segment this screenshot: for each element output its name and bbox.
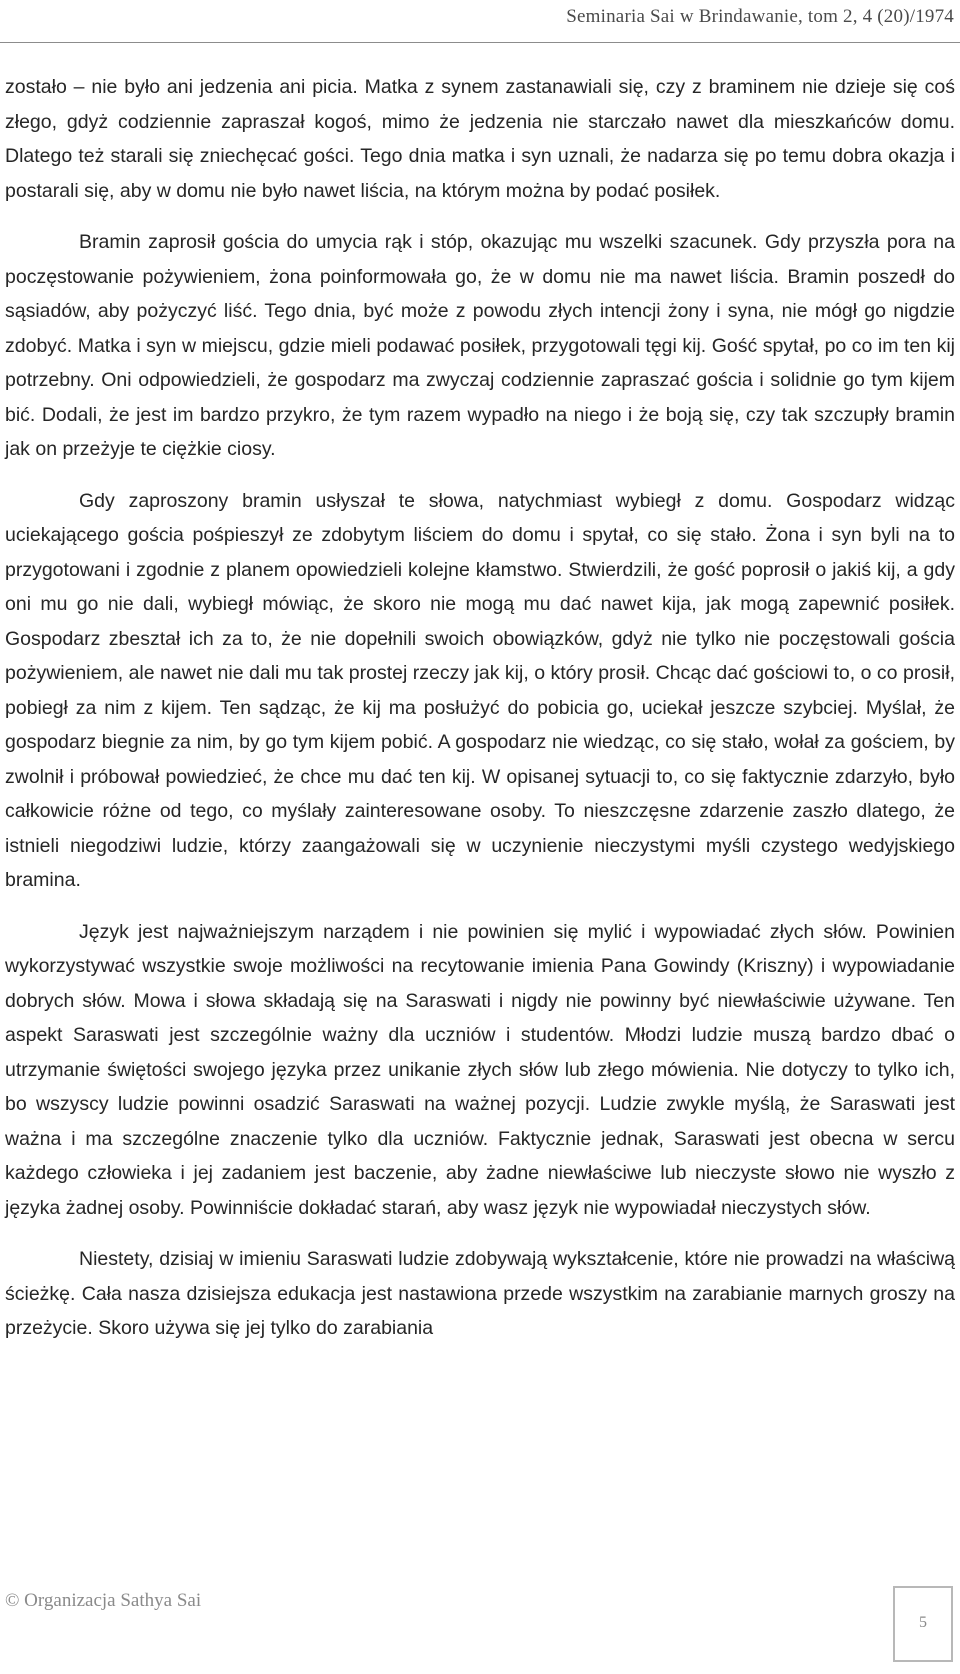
paragraph: Gdy zaproszony bramin usłyszał te słowa, natychmiast wybiegł z domu. Gospodarz widząc uciekającego gościa pośpieszył ze zdobytym liściem do domu i spytał, co się stało. Żona i syn byli na to przygotowani i zgodnie z planem opowiedzieli kolejne kłamstwo. Stwierdzili, że gość poprosił o jakiś kij, a gdy oni mu go nie dali, wybiegł mówiąc, że skoro nie mogą mu dać nawet kija, jak mogą zapewnić posiłek. Gospodarz zbeształ ich za to, że nie dopełnili swoich obowiązków, gdyż nie tylko nie poczęstowali gościa pożywieniem, ale nawet nie dali mu tak prostej rzeczy jak kij, o który prosił. Chcąc dać gościowi to, o co prosił, pobiegł za nim z kijem. Ten sądząc, że kij ma posłużyć do pobicia go, uciekał jeszcze szybciej. Myślał, że gospodarz biegnie za nim, by go tym kijem pobić. A gospodarz nie wiedząc, co się stało, wołał za gościem, by zwolnił i próbował powiedzieć, że chce mu dać ten kij. W opisanej sytuacji to, co się faktycznie zdarzyło, było całkowicie różne od tego, co myślały zainteresowane osoby. To nieszczęsne zdarzenie zaszło dlatego, że istnieli niegodziwi ludzie, którzy zaangażowali się w uczynienie nieczystymi myśli czystego wedyjskiego bramina. [5,489,955,891]
page-number: 5 [919,1614,927,1631]
paragraph-continued: zostało – nie było ani jedzenia ani picia. Matka z synem zastanawiali się, czy z braminem nie dzieje się coś złego, gdyż codziennie zapraszał kogoś, mimo że jedzenia nie starczało nawet dla mieszkańców domu. Dlatego też starali się zniechęcać gości. Tego dnia matka i syn uznali, że nadarza się po temu dobra okazja i postarali się, aby w domu nie było nawet liścia, na którym można by podać posiłek. [5,76,955,202]
footer-copyright: © Organizacja Sathya Sai [5,1590,202,1611]
body-text [5,70,955,1346]
page-number-box [893,1586,953,1662]
page-header [0,0,960,43]
paragraph: Niestety, dzisiaj w imieniu Saraswati ludzie zdobywają wykształcenie, które nie prowadzi na właściwą ścieżkę. Cała nasza dzisiejsza edukacja jest nastawiona przede wszystkim na zarabianie marnych groszy na przeżycie. Skoro używa się jej tylko do zarabiania [5,1248,955,1339]
paragraph: Bramin zaprosił gościa do umycia rąk i stóp, okazując mu wszelki szacunek. Gdy przyszła pora na poczęstowanie pożywieniem, żona poinformowała go, że w domu nie ma nawet liścia. Bramin poszedł do sąsiadów, aby pożyczyć liść. Tego dnia, być może z powodu złych intencji żony i syna, nie mógł go nigdzie zdobyć. Matka i syn w miejscu, gdzie mieli podawać posiłek, przygotowali tęgi kij. Gość spytał, po co im ten kij potrzebny. Oni odpowiedzieli, że gospodarz ma zwyczaj codziennie zapraszać gościa i solidnie go tym kijem bić. Dodali, że jest im bardzo przykro, że tym razem wypadło na niego i że boją się, czy tak szczupły bramin jak on przeżyje te ciężkie ciosy. [5,231,955,460]
paragraph: Język jest najważniejszym narządem i nie powinien się mylić i wypowiadać złych słów. Powinien wykorzystywać wszystkie swoje możliwości na recytowanie imienia Pana Gowindy (Kriszny) i wypowiadanie dobrych słów. Mowa i słowa składają się na Saraswati i nigdy nie powinny być niewłaściwie używane. Ten aspekt Saraswati jest szczególnie ważny dla uczniów i studentów. Młodzi ludzie muszą bardzo dbać o utrzymanie świętości swojego języka przez unikanie złych słów lub złego mówienia. Nie dotyczy to tylko ich, bo wszyscy ludzie powinni osadzić Saraswati na ważnej pozycji. Ludzie zwykle myślą, że Saraswati jest ważna i ma szczególne znaczenie tylko dla uczniów. Faktycznie jednak, Saraswati jest obecna w sercu każdego człowieka i jej zadaniem jest baczenie, aby żadne niewłaściwe lub nieczyste słowo nie wyszło z języka żadnej osoby. Powinniście dokładać starań, aby wasz język nie wypowiadał nieczystych słów. [5,920,955,1219]
running-title: Seminaria Sai w Brindawanie, tom 2, 4 (20)/1974 [566,6,954,27]
